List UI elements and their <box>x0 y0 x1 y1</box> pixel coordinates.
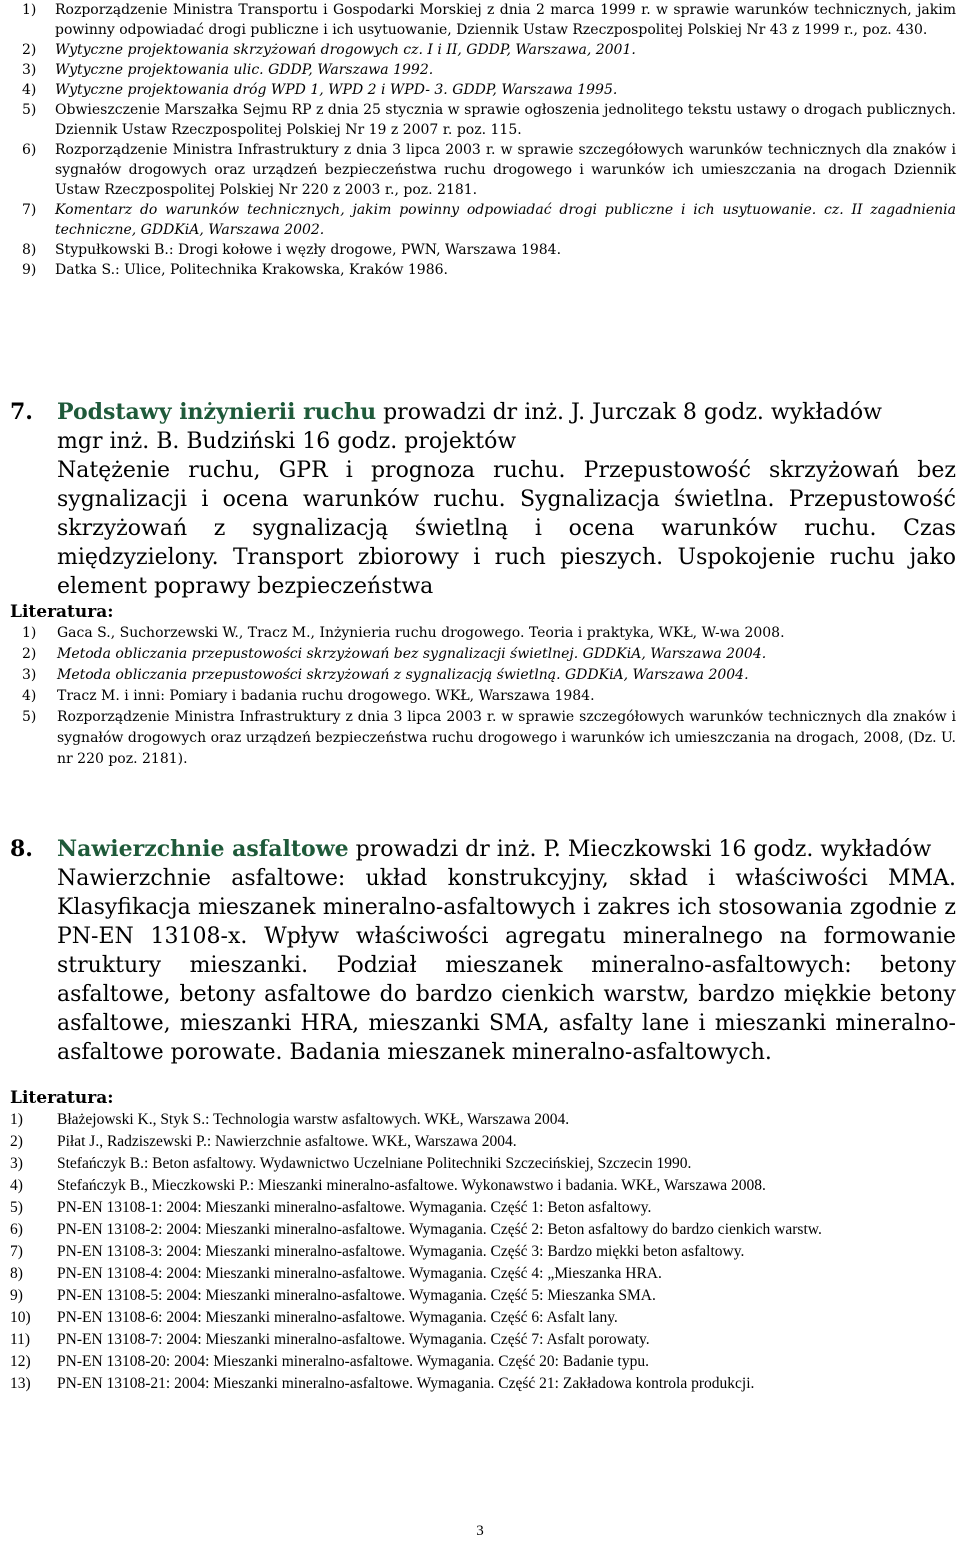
item-number: 4) <box>10 1177 23 1194</box>
list-item <box>10 1131 956 1153</box>
item-text: Metoda obliczania przepustowości skrzyżowań bez sygnalizacji świetlnej. GDDKiA, Warszawa 2004. <box>57 646 767 662</box>
item-number: 5) <box>10 1199 23 1216</box>
list-item <box>10 1241 956 1263</box>
item-number: 12) <box>10 1353 31 1370</box>
item-number: 3) <box>10 1155 23 1172</box>
list-item <box>10 1285 956 1307</box>
item-text: Wytyczne projektowania skrzyżowań drogowych cz. I i II, GDDP, Warszawa, 2001. <box>55 42 636 58</box>
item-text: Wytyczne projektowania ulic. GDDP, Warszawa 1992. <box>55 62 434 78</box>
list-item <box>10 707 956 770</box>
literature-heading: Literatura: <box>10 1088 114 1108</box>
item-text: PN-EN 13108-21: 2004: Mieszanki mineralno-asfaltowe. Wymagania. Część 21: Zakładowa kontrola produkcji. <box>57 1375 755 1392</box>
item-text: Wytyczne projektowania dróg WPD 1, WPD 2 i WPD- 3. GDDP, Warszawa 1995. <box>55 82 618 98</box>
literature-heading: Literatura: <box>10 602 114 622</box>
lecturer-line: prowadzi dr inż. P. Mieczkowski 16 godz. wykładów <box>348 837 932 862</box>
section-number: 8. <box>10 836 33 862</box>
item-text: Gaca S., Suchorzewski W., Tracz M., Inżynieria ruchu drogowego. Teoria i praktyka, WKŁ, W-wa 2008. <box>57 625 785 641</box>
list-item <box>10 686 956 707</box>
item-number: 3) <box>22 62 37 78</box>
item-text: PN-EN 13108-6: 2004: Mieszanki mineralno-asfaltowe. Wymagania. Część 6: Asfalt lany. <box>57 1309 618 1326</box>
list-item <box>10 1219 956 1241</box>
list-item <box>10 1307 956 1329</box>
literature-list <box>10 623 956 770</box>
projects-line: mgr inż. B. Budziński 16 godz. projektów <box>57 429 517 454</box>
section-heading <box>10 835 956 864</box>
list-item <box>10 1351 956 1373</box>
item-number: 2) <box>10 1133 23 1150</box>
item-text: Błażejowski K., Styk S.: Technologia warstw asfaltowych. WKŁ, Warszawa 2004. <box>57 1111 570 1128</box>
item-number: 7) <box>10 1243 23 1260</box>
item-number: 2) <box>22 646 37 662</box>
list-item <box>10 1109 956 1131</box>
list-item <box>10 623 956 644</box>
item-text: Stypułkowski B.: Drogi kołowe i węzły drogowe, PWN, Warszawa 1984. <box>55 242 562 258</box>
item-number: 10) <box>10 1309 31 1326</box>
page-number: 3 <box>476 1523 484 1539</box>
item-text: Stefańczyk B.: Beton asfaltowy. Wydawnictwo Uczelniane Politechniki Szczecińskiej, Szczecin 1990. <box>57 1155 692 1172</box>
item-number: 1) <box>10 1111 23 1128</box>
item-text: Stefańczyk B., Mieczkowski P.: Mieszanki mineralno-asfaltowe. Wykonawstwo i badania. WKŁ, Warszawa 2008. <box>57 1177 766 1194</box>
list-item <box>10 1175 956 1197</box>
item-text: PN-EN 13108-4: 2004: Mieszanki mineralno-asfaltowe. Wymagania. Część 4: „Mieszanka HRA. <box>57 1265 662 1282</box>
item-number: 7) <box>22 202 37 218</box>
item-text: PN-EN 13108-1: 2004: Mieszanki mineralno-asfaltowe. Wymagania. Część 1: Beton asfaltowy. <box>57 1199 652 1216</box>
item-number: 6) <box>10 1221 23 1238</box>
item-text: Datka S.: Ulice, Politechnika Krakowska, Kraków 1986. <box>55 262 448 278</box>
item-number: 9) <box>22 262 37 278</box>
literature-list <box>10 1109 956 1395</box>
list-item <box>10 140 956 200</box>
item-text: PN-EN 13108-3: 2004: Mieszanki mineralno-asfaltowe. Wymagania. Część 3: Bardzo miękki beton asfaltowy. <box>57 1243 745 1260</box>
item-text: Piłat J., Radziszewski P.: Nawierzchnie asfaltowe. WKŁ, Warszawa 2004. <box>57 1133 517 1150</box>
item-number: 11) <box>10 1331 31 1348</box>
list-item <box>10 644 956 665</box>
item-text: Tracz M. i inni: Pomiary i badania ruchu drogowego. WKŁ, Warszawa 1984. <box>57 688 595 704</box>
lecturer-line: prowadzi dr inż. J. Jurczak 8 godz. wykładów <box>376 400 882 425</box>
item-number: 9) <box>10 1287 23 1304</box>
list-item <box>10 1153 956 1175</box>
item-text: PN-EN 13108-5: 2004: Mieszanki mineralno-asfaltowe. Wymagania. Część 5: Mieszanka SMA. <box>57 1287 656 1304</box>
item-number: 5) <box>22 102 37 118</box>
section-title: Podstawy inżynierii ruchu <box>57 399 377 425</box>
item-number: 4) <box>22 82 37 98</box>
item-number: 1) <box>22 625 37 641</box>
section-title: Nawierzchnie asfaltowe <box>57 836 349 862</box>
item-number: 4) <box>22 688 37 704</box>
section-description: Natężenie ruchu, GPR i prognoza ruchu. Przepustowość skrzyżowań bez sygnalizacji i ocena warunków ruchu. Sygnalizacja świetlna. Przepustowość skrzyżowań z sygnalizacją świetlną i ocena warunków ruchu. Czas międzyzielony. Transport zbiorowy i ruch pieszych. Uspokojenie ruchu jako element poprawy bezpieczeństwa <box>57 458 956 599</box>
list-item <box>10 1329 956 1351</box>
section-7 <box>10 398 956 770</box>
top-reference-list <box>10 0 956 280</box>
list-item <box>10 665 956 686</box>
item-number: 1) <box>22 2 37 18</box>
item-text: Metoda obliczania przepustowości skrzyżowań z sygnalizacją świetlną. GDDKiA, Warszawa 2004. <box>57 667 749 683</box>
item-text: PN-EN 13108-20: 2004: Mieszanki mineralno-asfaltowe. Wymagania. Część 20: Badanie typu. <box>57 1353 649 1370</box>
list-item <box>10 60 956 80</box>
list-item <box>10 1197 956 1219</box>
item-number: 8) <box>10 1265 23 1282</box>
item-text: PN-EN 13108-2: 2004: Mieszanki mineralno-asfaltowe. Wymagania. Część 2: Beton asfaltowy do bardzo cienkich warstw. <box>57 1221 822 1238</box>
list-item <box>10 240 956 260</box>
section-8 <box>10 835 956 1395</box>
list-item <box>10 100 956 140</box>
list-item <box>10 80 956 100</box>
item-number: 5) <box>22 709 37 725</box>
section-heading <box>10 398 956 427</box>
list-item <box>10 0 956 40</box>
item-number: 6) <box>22 142 37 158</box>
section-description: Nawierzchnie asfaltowe: układ konstrukcyjny, skład i właściwości MMA. Klasyfikacja mieszanek mineralno-asfaltowych i zakres ich stosowania zgodnie z PN-EN 13108-x. Wpływ właściwości agregatu mineralnego na formowanie struktury mieszanki. Podział mieszanek mineralno-asfaltowych: betony asfaltowe, betony asfaltowe do bardzo cienkich warstw, bardzo miękkie betony asfaltowe, mieszanki HRA, mieszanki SMA, asfalty lane i mieszanki mineralno-asfaltowe porowate. Badania mieszanek mineralno-asfaltowych. <box>57 866 956 1065</box>
item-number: 3) <box>22 667 37 683</box>
section-number: 7. <box>10 399 33 425</box>
item-number: 2) <box>22 42 37 58</box>
list-item <box>10 1373 956 1395</box>
item-text: Rozporządzenie Ministra Transportu i Gospodarki Morskiej z dnia 2 marca 1999 r. w sprawie warunków technicznych, jakim powinny odpowiadać drogi publiczne i ich usytuowanie, Dziennik Ustaw Rzeczpospolitej Polskiej Nr 43 z 1999 r., poz. 430. <box>55 2 956 38</box>
list-item <box>10 200 956 240</box>
item-number: 8) <box>22 242 37 258</box>
item-text: Komentarz do warunków technicznych, jakim powinny odpowiadać drogi publiczne i ich usytuowanie. cz. II zagadnienia techniczne, GDDKiA, Warszawa 2002. <box>55 202 956 238</box>
item-text: Rozporządzenie Ministra Infrastruktury z dnia 3 lipca 2003 r. w sprawie szczegółowych warunków technicznych dla znaków i sygnałów drogowych oraz urządzeń bezpieczeństwa ruchu drogowego i warunków ich umieszczania na drogach Dziennik Ustaw Rzeczpospolitej Polskiej Nr 220 z 2003 r., poz. 2181. <box>55 142 956 198</box>
list-item <box>10 40 956 60</box>
list-item <box>10 1263 956 1285</box>
item-text: PN-EN 13108-7: 2004: Mieszanki mineralno-asfaltowe. Wymagania. Część 7: Asfalt porowaty. <box>57 1331 650 1348</box>
item-text: Rozporządzenie Ministra Infrastruktury z dnia 3 lipca 2003 r. w sprawie szczegółowych warunków technicznych dla znaków i sygnałów drogowych oraz urządzeń bezpieczeństwa ruchu drogowego i warunków ich umieszczania na drogach, 2008, (Dz. U. nr 220 poz. 2181). <box>57 709 956 767</box>
item-text: Obwieszczenie Marszałka Sejmu RP z dnia 25 stycznia w sprawie ogłoszenia jednolitego tekstu ustawy o drogach publicznych. Dziennik Ustaw Rzeczpospolitej Polskiej Nr 19 z 2007 r. poz. 115. <box>55 102 956 138</box>
item-number: 13) <box>10 1375 31 1392</box>
list-item <box>10 260 956 280</box>
